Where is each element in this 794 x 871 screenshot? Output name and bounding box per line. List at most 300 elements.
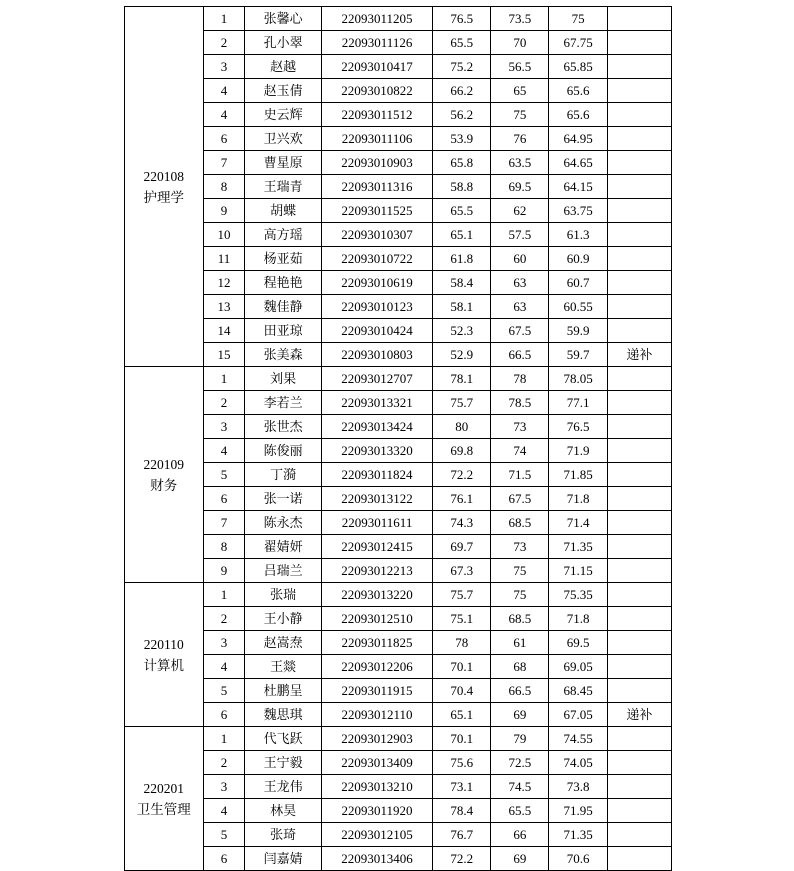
cell-id-number: 22093013424 bbox=[321, 415, 432, 439]
cell-name: 孔小翠 bbox=[245, 31, 322, 55]
cell-name: 王小静 bbox=[245, 607, 322, 631]
table-row bbox=[125, 847, 672, 871]
cell-score2: 68 bbox=[491, 655, 549, 679]
cell-score1: 65.1 bbox=[433, 703, 491, 727]
cell-score2: 73.5 bbox=[491, 7, 549, 31]
cell-total: 60.55 bbox=[549, 295, 607, 319]
cell-score2: 78 bbox=[491, 367, 549, 391]
group-name: 卫生管理 bbox=[136, 801, 191, 817]
cell-note bbox=[607, 607, 671, 631]
table-row bbox=[125, 223, 672, 247]
cell-total: 74.55 bbox=[549, 727, 607, 751]
cell-note bbox=[607, 439, 671, 463]
cell-score2: 74.5 bbox=[491, 775, 549, 799]
cell-id-number: 22093013220 bbox=[321, 583, 432, 607]
group-cell bbox=[125, 583, 204, 727]
cell-score2: 74 bbox=[491, 439, 549, 463]
cell-total: 64.65 bbox=[549, 151, 607, 175]
cell-id-number: 22093011920 bbox=[321, 799, 432, 823]
cell-id-number: 22093013210 bbox=[321, 775, 432, 799]
cell-note bbox=[607, 463, 671, 487]
group-name: 计算机 bbox=[143, 657, 185, 673]
cell-total: 73.8 bbox=[549, 775, 607, 799]
cell-score1: 58.8 bbox=[433, 175, 491, 199]
cell-rank: 2 bbox=[203, 391, 245, 415]
group-cell bbox=[125, 7, 204, 367]
cell-total: 59.9 bbox=[549, 319, 607, 343]
cell-rank: 6 bbox=[203, 847, 245, 871]
cell-name: 程艳艳 bbox=[245, 271, 322, 295]
cell-note bbox=[607, 511, 671, 535]
cell-name: 王龙伟 bbox=[245, 775, 322, 799]
cell-id-number: 22093012415 bbox=[321, 535, 432, 559]
table-row bbox=[125, 535, 672, 559]
cell-score2: 57.5 bbox=[491, 223, 549, 247]
cell-rank: 3 bbox=[203, 775, 245, 799]
cell-rank: 9 bbox=[203, 199, 245, 223]
cell-total: 60.7 bbox=[549, 271, 607, 295]
cell-note bbox=[607, 823, 671, 847]
document-page bbox=[0, 6, 794, 866]
cell-name: 赵越 bbox=[245, 55, 322, 79]
table-row bbox=[125, 367, 672, 391]
cell-rank: 4 bbox=[203, 439, 245, 463]
cell-total: 71.15 bbox=[549, 559, 607, 583]
cell-total: 77.1 bbox=[549, 391, 607, 415]
cell-id-number: 22093012105 bbox=[321, 823, 432, 847]
cell-note: 递补 bbox=[607, 343, 671, 367]
cell-rank: 3 bbox=[203, 55, 245, 79]
cell-note bbox=[607, 535, 671, 559]
cell-id-number: 22093013321 bbox=[321, 391, 432, 415]
cell-total: 65.6 bbox=[549, 79, 607, 103]
cell-note bbox=[607, 319, 671, 343]
cell-id-number: 22093010903 bbox=[321, 151, 432, 175]
cell-score2: 73 bbox=[491, 415, 549, 439]
cell-note bbox=[607, 847, 671, 871]
cell-note bbox=[607, 391, 671, 415]
cell-score2: 63 bbox=[491, 295, 549, 319]
cell-score2: 72.5 bbox=[491, 751, 549, 775]
cell-score2: 71.5 bbox=[491, 463, 549, 487]
cell-name: 李若兰 bbox=[245, 391, 322, 415]
cell-total: 69.05 bbox=[549, 655, 607, 679]
table-row bbox=[125, 439, 672, 463]
cell-score1: 76.5 bbox=[433, 7, 491, 31]
cell-id-number: 22093011205 bbox=[321, 7, 432, 31]
cell-id-number: 22093010417 bbox=[321, 55, 432, 79]
cell-name: 杨亚茹 bbox=[245, 247, 322, 271]
group-cell bbox=[125, 727, 204, 871]
cell-note bbox=[607, 655, 671, 679]
cell-score1: 70.4 bbox=[433, 679, 491, 703]
cell-id-number: 22093013409 bbox=[321, 751, 432, 775]
cell-name: 张馨心 bbox=[245, 7, 322, 31]
cell-note bbox=[607, 7, 671, 31]
cell-rank: 8 bbox=[203, 535, 245, 559]
cell-total: 64.15 bbox=[549, 175, 607, 199]
cell-total: 75.35 bbox=[549, 583, 607, 607]
table-row bbox=[125, 775, 672, 799]
cell-note bbox=[607, 775, 671, 799]
cell-id-number: 22093012707 bbox=[321, 367, 432, 391]
cell-total: 74.05 bbox=[549, 751, 607, 775]
table-row bbox=[125, 151, 672, 175]
cell-score2: 61 bbox=[491, 631, 549, 655]
cell-rank: 5 bbox=[203, 823, 245, 847]
cell-rank: 5 bbox=[203, 463, 245, 487]
score-table-body bbox=[125, 7, 672, 871]
cell-note bbox=[607, 103, 671, 127]
cell-rank: 1 bbox=[203, 367, 245, 391]
cell-name: 张世杰 bbox=[245, 415, 322, 439]
cell-total: 70.6 bbox=[549, 847, 607, 871]
cell-id-number: 22093011106 bbox=[321, 127, 432, 151]
cell-score2: 76 bbox=[491, 127, 549, 151]
table-row bbox=[125, 631, 672, 655]
table-row bbox=[125, 247, 672, 271]
table-row bbox=[125, 55, 672, 79]
cell-id-number: 22093010307 bbox=[321, 223, 432, 247]
cell-total: 71.85 bbox=[549, 463, 607, 487]
cell-name: 翟婧妍 bbox=[245, 535, 322, 559]
cell-rank: 1 bbox=[203, 583, 245, 607]
cell-score2: 56.5 bbox=[491, 55, 549, 79]
cell-score1: 78 bbox=[433, 631, 491, 655]
cell-rank: 9 bbox=[203, 559, 245, 583]
cell-note bbox=[607, 127, 671, 151]
table-row bbox=[125, 415, 672, 439]
cell-score2: 75 bbox=[491, 559, 549, 583]
cell-id-number: 22093011611 bbox=[321, 511, 432, 535]
cell-score2: 78.5 bbox=[491, 391, 549, 415]
cell-score1: 52.3 bbox=[433, 319, 491, 343]
cell-name: 吕瑞兰 bbox=[245, 559, 322, 583]
cell-score2: 69 bbox=[491, 847, 549, 871]
cell-name: 卫兴欢 bbox=[245, 127, 322, 151]
table-row bbox=[125, 199, 672, 223]
table-row bbox=[125, 343, 672, 367]
cell-total: 64.95 bbox=[549, 127, 607, 151]
cell-note bbox=[607, 31, 671, 55]
cell-id-number: 22093013406 bbox=[321, 847, 432, 871]
cell-score1: 66.2 bbox=[433, 79, 491, 103]
cell-id-number: 22093011824 bbox=[321, 463, 432, 487]
cell-name: 赵玉倩 bbox=[245, 79, 322, 103]
cell-total: 75 bbox=[549, 7, 607, 31]
cell-score1: 78.1 bbox=[433, 367, 491, 391]
cell-score2: 70 bbox=[491, 31, 549, 55]
cell-score2: 63.5 bbox=[491, 151, 549, 175]
cell-note bbox=[607, 799, 671, 823]
cell-note bbox=[607, 151, 671, 175]
table-row bbox=[125, 295, 672, 319]
cell-score1: 67.3 bbox=[433, 559, 491, 583]
cell-score1: 56.2 bbox=[433, 103, 491, 127]
cell-total: 60.9 bbox=[549, 247, 607, 271]
cell-score1: 76.7 bbox=[433, 823, 491, 847]
cell-score1: 53.9 bbox=[433, 127, 491, 151]
cell-name: 史云辉 bbox=[245, 103, 322, 127]
table-row bbox=[125, 103, 672, 127]
cell-rank: 6 bbox=[203, 703, 245, 727]
table-row bbox=[125, 727, 672, 751]
cell-name: 张琦 bbox=[245, 823, 322, 847]
cell-rank: 7 bbox=[203, 151, 245, 175]
cell-score2: 60 bbox=[491, 247, 549, 271]
cell-name: 陈俊丽 bbox=[245, 439, 322, 463]
cell-note bbox=[607, 247, 671, 271]
cell-rank: 4 bbox=[203, 79, 245, 103]
table-row bbox=[125, 127, 672, 151]
cell-note bbox=[607, 727, 671, 751]
cell-rank: 2 bbox=[203, 607, 245, 631]
cell-total: 71.95 bbox=[549, 799, 607, 823]
cell-score1: 70.1 bbox=[433, 727, 491, 751]
cell-rank: 5 bbox=[203, 679, 245, 703]
table-row bbox=[125, 799, 672, 823]
cell-note bbox=[607, 295, 671, 319]
cell-rank: 6 bbox=[203, 127, 245, 151]
cell-score1: 65.1 bbox=[433, 223, 491, 247]
cell-id-number: 22093011915 bbox=[321, 679, 432, 703]
cell-name: 胡蝶 bbox=[245, 199, 322, 223]
cell-name: 曹星原 bbox=[245, 151, 322, 175]
cell-note bbox=[607, 79, 671, 103]
cell-note bbox=[607, 583, 671, 607]
cell-rank: 4 bbox=[203, 655, 245, 679]
cell-score1: 75.7 bbox=[433, 583, 491, 607]
cell-note bbox=[607, 415, 671, 439]
cell-total: 71.35 bbox=[549, 823, 607, 847]
table-row bbox=[125, 7, 672, 31]
cell-name: 张一诺 bbox=[245, 487, 322, 511]
cell-note bbox=[607, 367, 671, 391]
cell-note bbox=[607, 751, 671, 775]
table-row bbox=[125, 559, 672, 583]
cell-name: 王瑞青 bbox=[245, 175, 322, 199]
table-row bbox=[125, 607, 672, 631]
cell-total: 65.6 bbox=[549, 103, 607, 127]
table-row bbox=[125, 175, 672, 199]
cell-score1: 74.3 bbox=[433, 511, 491, 535]
cell-score2: 68.5 bbox=[491, 607, 549, 631]
table-row bbox=[125, 751, 672, 775]
cell-score2: 73 bbox=[491, 535, 549, 559]
cell-score2: 65 bbox=[491, 79, 549, 103]
cell-score2: 67.5 bbox=[491, 319, 549, 343]
cell-score2: 75 bbox=[491, 583, 549, 607]
cell-note bbox=[607, 175, 671, 199]
cell-rank: 10 bbox=[203, 223, 245, 247]
cell-id-number: 22093012903 bbox=[321, 727, 432, 751]
cell-score1: 76.1 bbox=[433, 487, 491, 511]
cell-id-number: 22093010722 bbox=[321, 247, 432, 271]
cell-name: 杜鹏呈 bbox=[245, 679, 322, 703]
cell-rank: 2 bbox=[203, 751, 245, 775]
group-code: 220110 bbox=[143, 636, 184, 652]
cell-note bbox=[607, 487, 671, 511]
cell-name: 代飞跃 bbox=[245, 727, 322, 751]
cell-name: 张美森 bbox=[245, 343, 322, 367]
cell-score2: 63 bbox=[491, 271, 549, 295]
table-row bbox=[125, 511, 672, 535]
cell-score1: 70.1 bbox=[433, 655, 491, 679]
cell-id-number: 22093012206 bbox=[321, 655, 432, 679]
cell-note bbox=[607, 559, 671, 583]
cell-score1: 72.2 bbox=[433, 847, 491, 871]
cell-score1: 65.5 bbox=[433, 199, 491, 223]
cell-score1: 73.1 bbox=[433, 775, 491, 799]
cell-score1: 78.4 bbox=[433, 799, 491, 823]
cell-score2: 62 bbox=[491, 199, 549, 223]
table-row bbox=[125, 463, 672, 487]
cell-score1: 65.8 bbox=[433, 151, 491, 175]
cell-id-number: 22093012213 bbox=[321, 559, 432, 583]
cell-total: 67.75 bbox=[549, 31, 607, 55]
cell-name: 王燚 bbox=[245, 655, 322, 679]
cell-score2: 66.5 bbox=[491, 679, 549, 703]
cell-total: 69.5 bbox=[549, 631, 607, 655]
cell-total: 65.85 bbox=[549, 55, 607, 79]
cell-score1: 65.5 bbox=[433, 31, 491, 55]
cell-name: 高方瑶 bbox=[245, 223, 322, 247]
cell-total: 63.75 bbox=[549, 199, 607, 223]
group-name: 护理学 bbox=[143, 189, 185, 205]
cell-name: 林昊 bbox=[245, 799, 322, 823]
cell-name: 田亚琼 bbox=[245, 319, 322, 343]
cell-name: 张瑞 bbox=[245, 583, 322, 607]
cell-id-number: 22093011825 bbox=[321, 631, 432, 655]
group-cell bbox=[125, 367, 204, 583]
cell-id-number: 22093011316 bbox=[321, 175, 432, 199]
cell-score1: 58.4 bbox=[433, 271, 491, 295]
cell-rank: 4 bbox=[203, 103, 245, 127]
cell-score1: 69.7 bbox=[433, 535, 491, 559]
cell-name: 赵嵩焘 bbox=[245, 631, 322, 655]
table-row bbox=[125, 823, 672, 847]
table-row bbox=[125, 79, 672, 103]
cell-score2: 68.5 bbox=[491, 511, 549, 535]
table-row bbox=[125, 319, 672, 343]
cell-score2: 65.5 bbox=[491, 799, 549, 823]
cell-id-number: 22093010822 bbox=[321, 79, 432, 103]
cell-id-number: 22093012510 bbox=[321, 607, 432, 631]
cell-id-number: 22093012110 bbox=[321, 703, 432, 727]
cell-score2: 69 bbox=[491, 703, 549, 727]
cell-score1: 80 bbox=[433, 415, 491, 439]
table-row bbox=[125, 391, 672, 415]
cell-name: 陈永杰 bbox=[245, 511, 322, 535]
cell-name: 丁漪 bbox=[245, 463, 322, 487]
cell-rank: 1 bbox=[203, 727, 245, 751]
cell-rank: 7 bbox=[203, 511, 245, 535]
cell-note bbox=[607, 271, 671, 295]
cell-note bbox=[607, 223, 671, 247]
cell-note bbox=[607, 679, 671, 703]
cell-id-number: 22093013122 bbox=[321, 487, 432, 511]
table-row bbox=[125, 487, 672, 511]
cell-total: 68.45 bbox=[549, 679, 607, 703]
cell-rank: 6 bbox=[203, 487, 245, 511]
cell-note bbox=[607, 199, 671, 223]
cell-total: 61.3 bbox=[549, 223, 607, 247]
group-code: 220201 bbox=[143, 780, 185, 796]
cell-total: 71.8 bbox=[549, 607, 607, 631]
cell-rank: 12 bbox=[203, 271, 245, 295]
cell-rank: 4 bbox=[203, 799, 245, 823]
cell-score2: 79 bbox=[491, 727, 549, 751]
cell-score1: 75.7 bbox=[433, 391, 491, 415]
cell-total: 71.35 bbox=[549, 535, 607, 559]
cell-id-number: 22093013320 bbox=[321, 439, 432, 463]
cell-rank: 15 bbox=[203, 343, 245, 367]
cell-score2: 66.5 bbox=[491, 343, 549, 367]
cell-total: 67.05 bbox=[549, 703, 607, 727]
cell-rank: 1 bbox=[203, 7, 245, 31]
cell-id-number: 22093011525 bbox=[321, 199, 432, 223]
cell-rank: 2 bbox=[203, 31, 245, 55]
cell-name: 刘果 bbox=[245, 367, 322, 391]
cell-score1: 75.6 bbox=[433, 751, 491, 775]
cell-total: 71.9 bbox=[549, 439, 607, 463]
cell-rank: 14 bbox=[203, 319, 245, 343]
cell-score1: 61.8 bbox=[433, 247, 491, 271]
cell-rank: 8 bbox=[203, 175, 245, 199]
table-row bbox=[125, 679, 672, 703]
cell-score1: 69.8 bbox=[433, 439, 491, 463]
cell-score2: 75 bbox=[491, 103, 549, 127]
group-code: 220108 bbox=[143, 168, 185, 184]
cell-name: 魏佳静 bbox=[245, 295, 322, 319]
cell-id-number: 22093010803 bbox=[321, 343, 432, 367]
cell-score1: 72.2 bbox=[433, 463, 491, 487]
cell-name: 闫嘉婧 bbox=[245, 847, 322, 871]
cell-name: 魏思琪 bbox=[245, 703, 322, 727]
score-table bbox=[124, 6, 672, 871]
table-row bbox=[125, 583, 672, 607]
cell-note bbox=[607, 631, 671, 655]
cell-rank: 13 bbox=[203, 295, 245, 319]
cell-rank: 3 bbox=[203, 631, 245, 655]
cell-score1: 58.1 bbox=[433, 295, 491, 319]
table-row bbox=[125, 703, 672, 727]
cell-id-number: 22093010619 bbox=[321, 271, 432, 295]
cell-total: 59.7 bbox=[549, 343, 607, 367]
cell-score2: 69.5 bbox=[491, 175, 549, 199]
cell-total: 71.4 bbox=[549, 511, 607, 535]
cell-id-number: 22093011126 bbox=[321, 31, 432, 55]
cell-score2: 67.5 bbox=[491, 487, 549, 511]
cell-score1: 52.9 bbox=[433, 343, 491, 367]
cell-id-number: 22093011512 bbox=[321, 103, 432, 127]
group-code: 220109 bbox=[143, 456, 185, 472]
cell-rank: 3 bbox=[203, 415, 245, 439]
table-row bbox=[125, 655, 672, 679]
cell-total: 78.05 bbox=[549, 367, 607, 391]
cell-id-number: 22093010123 bbox=[321, 295, 432, 319]
cell-score1: 75.2 bbox=[433, 55, 491, 79]
cell-note bbox=[607, 55, 671, 79]
cell-name: 王宁毅 bbox=[245, 751, 322, 775]
cell-rank: 11 bbox=[203, 247, 245, 271]
cell-id-number: 22093010424 bbox=[321, 319, 432, 343]
cell-note: 递补 bbox=[607, 703, 671, 727]
cell-score2: 66 bbox=[491, 823, 549, 847]
cell-score1: 75.1 bbox=[433, 607, 491, 631]
table-row bbox=[125, 31, 672, 55]
table-row bbox=[125, 271, 672, 295]
